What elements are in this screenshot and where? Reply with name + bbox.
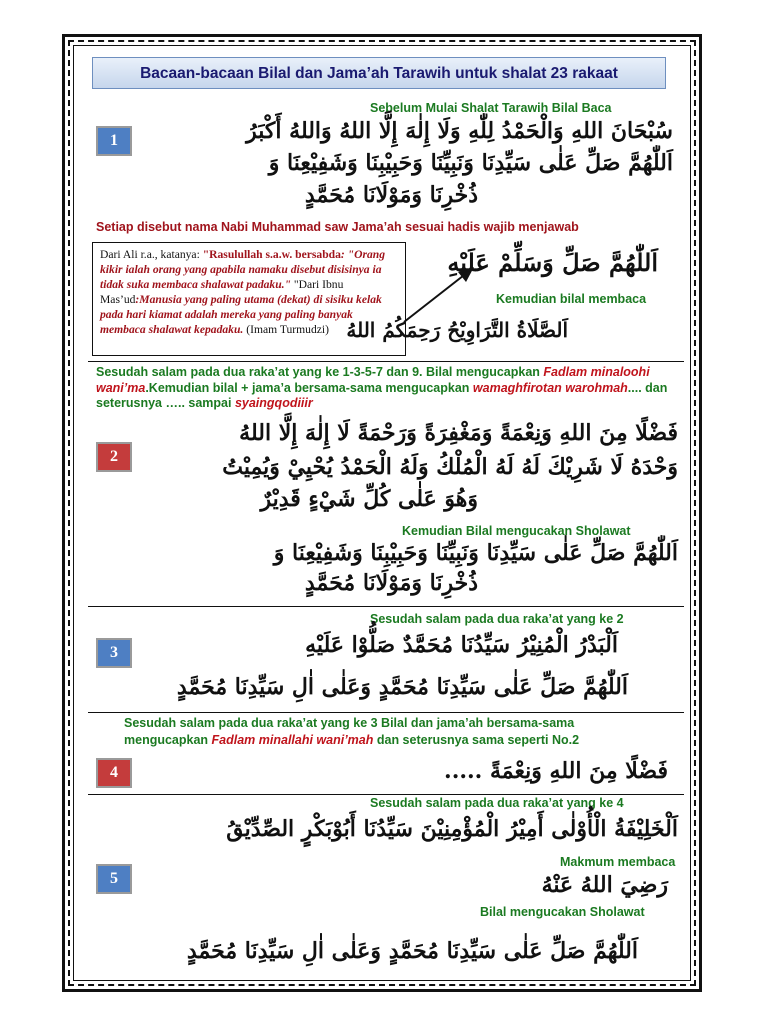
section2-arabic-line-3: وَهُوَ عَلٰى كُلِّ شَيْءٍ قَدِيْرٌ	[260, 486, 478, 512]
hadis-text-5: :Manusia yang paling utama (dekat) di sisiku kelak pada hari kiamat adalah mereka yang paling banyak membaca shalawat kepadaku.	[100, 293, 382, 336]
section1-then-arabic: اَلصَّلَاةُ التَّرَاوِيْحُ رَحِمَكُمُ اللهُ	[346, 318, 568, 342]
section5-number-badge: 5	[96, 864, 132, 894]
section2-then-arabic-2: ذُخْرِنَا وَمَوْلَانَا مُحَمَّدٍ	[304, 570, 478, 596]
section2-text-a: Sesudah salam pada dua raka’at yang ke 1-3-5-7 dan 9. Bilal mengucapkan	[96, 365, 544, 379]
section2-text-b: Fadlam minaloohi wani’ma	[96, 365, 650, 395]
hadis-text-4: "Dari Ibnu Mas’ud	[100, 278, 344, 306]
section2-text-e: .... dan seterusnya ….. sampai	[96, 380, 668, 410]
section2-text-f: syaingqodiiir	[234, 396, 313, 410]
section5-arabic-line: اَلْخَلِيْفَةُ الْأُوْلٰى أَمِيْرُ الْمُؤْمِنِيْنَ سَيِّدُنَا أَبُوْبَكْرٍ الصِّدِّيْقُ	[226, 816, 678, 842]
section4-text-a: mengucapkan	[124, 733, 212, 747]
page-title: Bacaan-bacaan Bilal dan Jama’ah Tarawih untuk shalat 23 rakaat	[92, 57, 666, 89]
section1-arabic-line-2: اَللّٰهُمَّ صَلِّ عَلٰى سَيِّدِنَا وَنَبِيِّنَا وَحَبِيْبِنَا وَشَفِيْعِنَا وَ	[268, 150, 673, 176]
section2-number-badge: 2	[96, 442, 132, 472]
section2-text-c: .Kemudian bilal + jama’a bersama-sama mengucapkan	[145, 380, 473, 395]
section4-text-b: Fadlam minallahi wani’mah	[211, 733, 374, 747]
section1-then-label: Kemudian bilal membaca	[496, 292, 647, 306]
divider-4	[88, 794, 684, 795]
section2-instructions	[96, 365, 680, 412]
hadis-text-1: Dari Ali r.a., katanya:	[100, 248, 203, 261]
section5-makmum-label: Makmum membaca	[560, 855, 676, 869]
section1-number-badge: 1	[96, 126, 132, 156]
section3-heading: Sesudah salam pada dua raka’at yang ke 2	[370, 612, 624, 626]
section1-heading: Sebelum Mulai Shalat Tarawih Bilal Baca	[370, 101, 612, 115]
section3-arabic-line-2: اَللّٰهُمَّ صَلِّ عَلٰى سَيِّدِنَا مُحَمَّدٍ وَعَلٰى اٰلِ سَيِّدِنَا مُحَمَّدٍ	[176, 674, 628, 700]
divider-1	[88, 361, 684, 362]
section4-number-badge: 4	[96, 758, 132, 788]
section2-text-d: wamaghfirotan warohmah	[472, 380, 628, 395]
section2-then-arabic-1: اَللّٰهُمَّ صَلِّ عَلٰى سَيِّدِنَا وَنَبِيِّنَا وَحَبِيْبِنَا وَشَفِيْعِنَا وَ	[273, 540, 678, 566]
section2-arabic-line-2: وَحْدَهُ لَا شَرِيْكَ لَهُ لَهُ الْمُلْكُ وَلَهُ الْحَمْدُ يُحْيِيْ وَيُمِيْتُ	[222, 454, 678, 480]
section4-line-2	[124, 733, 579, 749]
hadis-text-2: "Rasulullah s.a.w. bersabda	[202, 248, 341, 261]
section2-arabic-line-1: فَضْلًا مِنَ اللهِ وَنِعْمَةً وَمَغْفِرَةً وَرَحْمَةً لَا إِلٰهَ إِلَّا اللهُ	[239, 420, 678, 446]
section4-arabic: فَضْلًا مِنَ اللهِ وَنِعْمَةً .....	[444, 758, 668, 784]
section4-line-1: Sesudah salam pada dua raka’at yang ke 3 Bilal dan jama’ah bersama-sama	[124, 716, 575, 730]
section5-bilal-arabic: اَللّٰهُمَّ صَلِّ عَلٰى سَيِّدِنَا مُحَمَّدٍ وَعَلٰى اٰلِ سَيِّدِنَا مُحَمَّدٍ	[186, 938, 638, 964]
section2-then-label: Kemudian Bilal mengucakan Sholawat	[402, 524, 631, 538]
section5-makmum-arabic: رَضِيَ اللهُ عَنْهُ	[541, 872, 668, 898]
section1-arabic-line-3: ذُخْرِنَا وَمَوْلَانَا مُحَمَّدٍ	[304, 182, 478, 208]
section3-arabic-line-1: اَلْبَدْرُ الْمُنِيْرُ سَيِّدُنَا مُحَمَّدٌ صَلُّوْا عَلَيْهِ	[305, 632, 618, 658]
section5-heading: Sesudah salam pada dua raka’at yang ke 4	[370, 796, 624, 810]
section5-bilal-label: Bilal mengucakan Sholawat	[480, 905, 645, 919]
hadis-text-3: : "Orang kikir ialah orang yang apabila namaku disebut disisinya ia tidak suka membaca shalawat padaku."	[100, 248, 386, 291]
hadis-text-6: (Imam Turmudzi)	[243, 323, 329, 336]
divider-2	[88, 606, 684, 607]
divider-3	[88, 712, 684, 713]
section1-response-arabic: اَللّٰهُمَّ صَلِّ وَسَلِّمْ عَلَيْهِ	[447, 248, 658, 277]
section4-text-c: dan seterusnya sama seperti No.2	[373, 733, 580, 747]
section3-number-badge: 3	[96, 638, 132, 668]
section1-note: Setiap disebut nama Nabi Muhammad saw Jama’ah sesuai hadis wajib menjawab	[96, 220, 579, 234]
section1-arabic-line-1: سُبْحَانَ اللهِ وَالْحَمْدُ لِلّٰهِ وَلَا إِلٰهَ إِلَّا اللهُ وَاللهُ أَكْبَرُ	[246, 118, 673, 144]
